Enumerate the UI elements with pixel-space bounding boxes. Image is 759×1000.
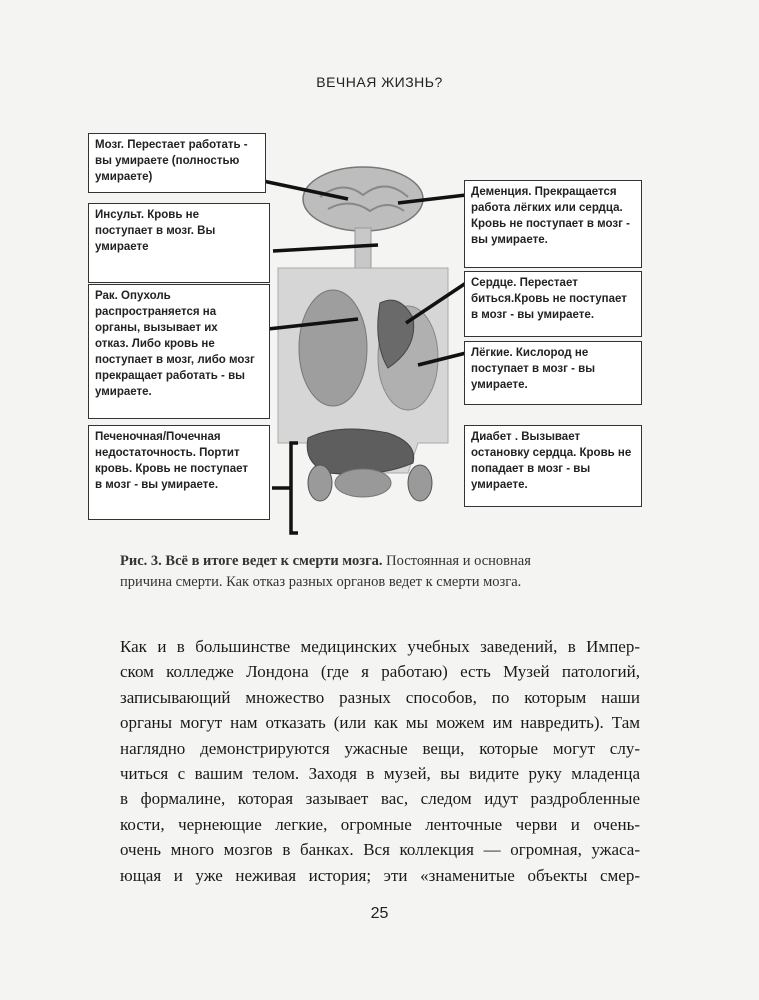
body-line: кости, чернеющие легкие, огромные ленточные черви и очень- xyxy=(120,814,640,834)
box-dementia: Деменция. Прекращается работа лёгких или сердца. Кровь не поступает в мозг - вы умираете. xyxy=(464,180,642,268)
body-line: ющая и уже неживая история; эти «знаменитые объекты смер- xyxy=(120,865,640,885)
body-line: очень много мозгов в банках. Вся коллекция — огромная, ужаса- xyxy=(120,840,640,860)
body-line: в формалине, которая зазывает вас, следом идут раздробленные xyxy=(120,789,640,809)
kidney-left-shape xyxy=(308,465,332,501)
box-liver-kidney: Печеночная/Почечная недостаточность. Портит кровь. Кровь не поступает в мозг - вы умираете. xyxy=(88,425,270,520)
box-brain: Мозг. Перестает работать - вы умираете (полностью умираете) xyxy=(88,133,266,193)
body-line: ском колледже Лондона (где я работаю) есть Музей патологий, xyxy=(120,662,640,682)
box-diabetes: Диабет . Вызывает остановку сердца. Кровь не попадает в мозг - вы умираете. xyxy=(464,425,642,507)
box-lungs: Лёгкие. Кислород не поступает в мозг - вы умираете. xyxy=(464,341,642,405)
figure-organs-diagram xyxy=(88,133,648,538)
page-number: 25 xyxy=(370,905,389,922)
left-lung-shape xyxy=(299,290,367,406)
caption-title: Рис. 3. Всё в итоге ведет к смерти мозга. xyxy=(120,553,383,569)
box-cancer: Рак. Опухоль распространяется на органы, вызывает их отказ. Либо кровь не поступает в мозг, либо мозг прекращает работать - вы умираете. xyxy=(88,284,270,419)
brain-shape xyxy=(303,167,423,231)
box-stroke: Инсульт. Кровь не поступает в мозг. Вы умираете xyxy=(88,203,270,283)
caption-text-2: причина смерти. Как отказ разных органов ведет к смерти мозга. xyxy=(120,574,522,590)
running-head: ВЕЧНАЯ ЖИЗНЬ? xyxy=(316,74,443,90)
box-heart: Сердце. Перестает биться.Кровь не поступает в мозг - вы умираете. xyxy=(464,271,642,337)
body-paragraph xyxy=(120,634,640,888)
figure-caption xyxy=(120,551,640,593)
caption-text-1: Постоянная и основная xyxy=(382,553,531,569)
body-line: Как и в большинстве медицинских учебных заведений, в Импер- xyxy=(120,637,640,656)
body-line: записывающий множество разных способов, по которым наши xyxy=(120,687,640,707)
body-line: органы могут нам отказать (или как мы можем им навредить). Там xyxy=(120,713,640,733)
kidney-right-shape xyxy=(408,465,432,501)
body-line: читься с вашим телом. Заходя в музей, вы видите руку младенца xyxy=(120,764,640,784)
body-line: наглядно демонстрируются ужасные вещи, которые могут слу- xyxy=(120,738,640,758)
brainstem-shape xyxy=(355,228,371,268)
